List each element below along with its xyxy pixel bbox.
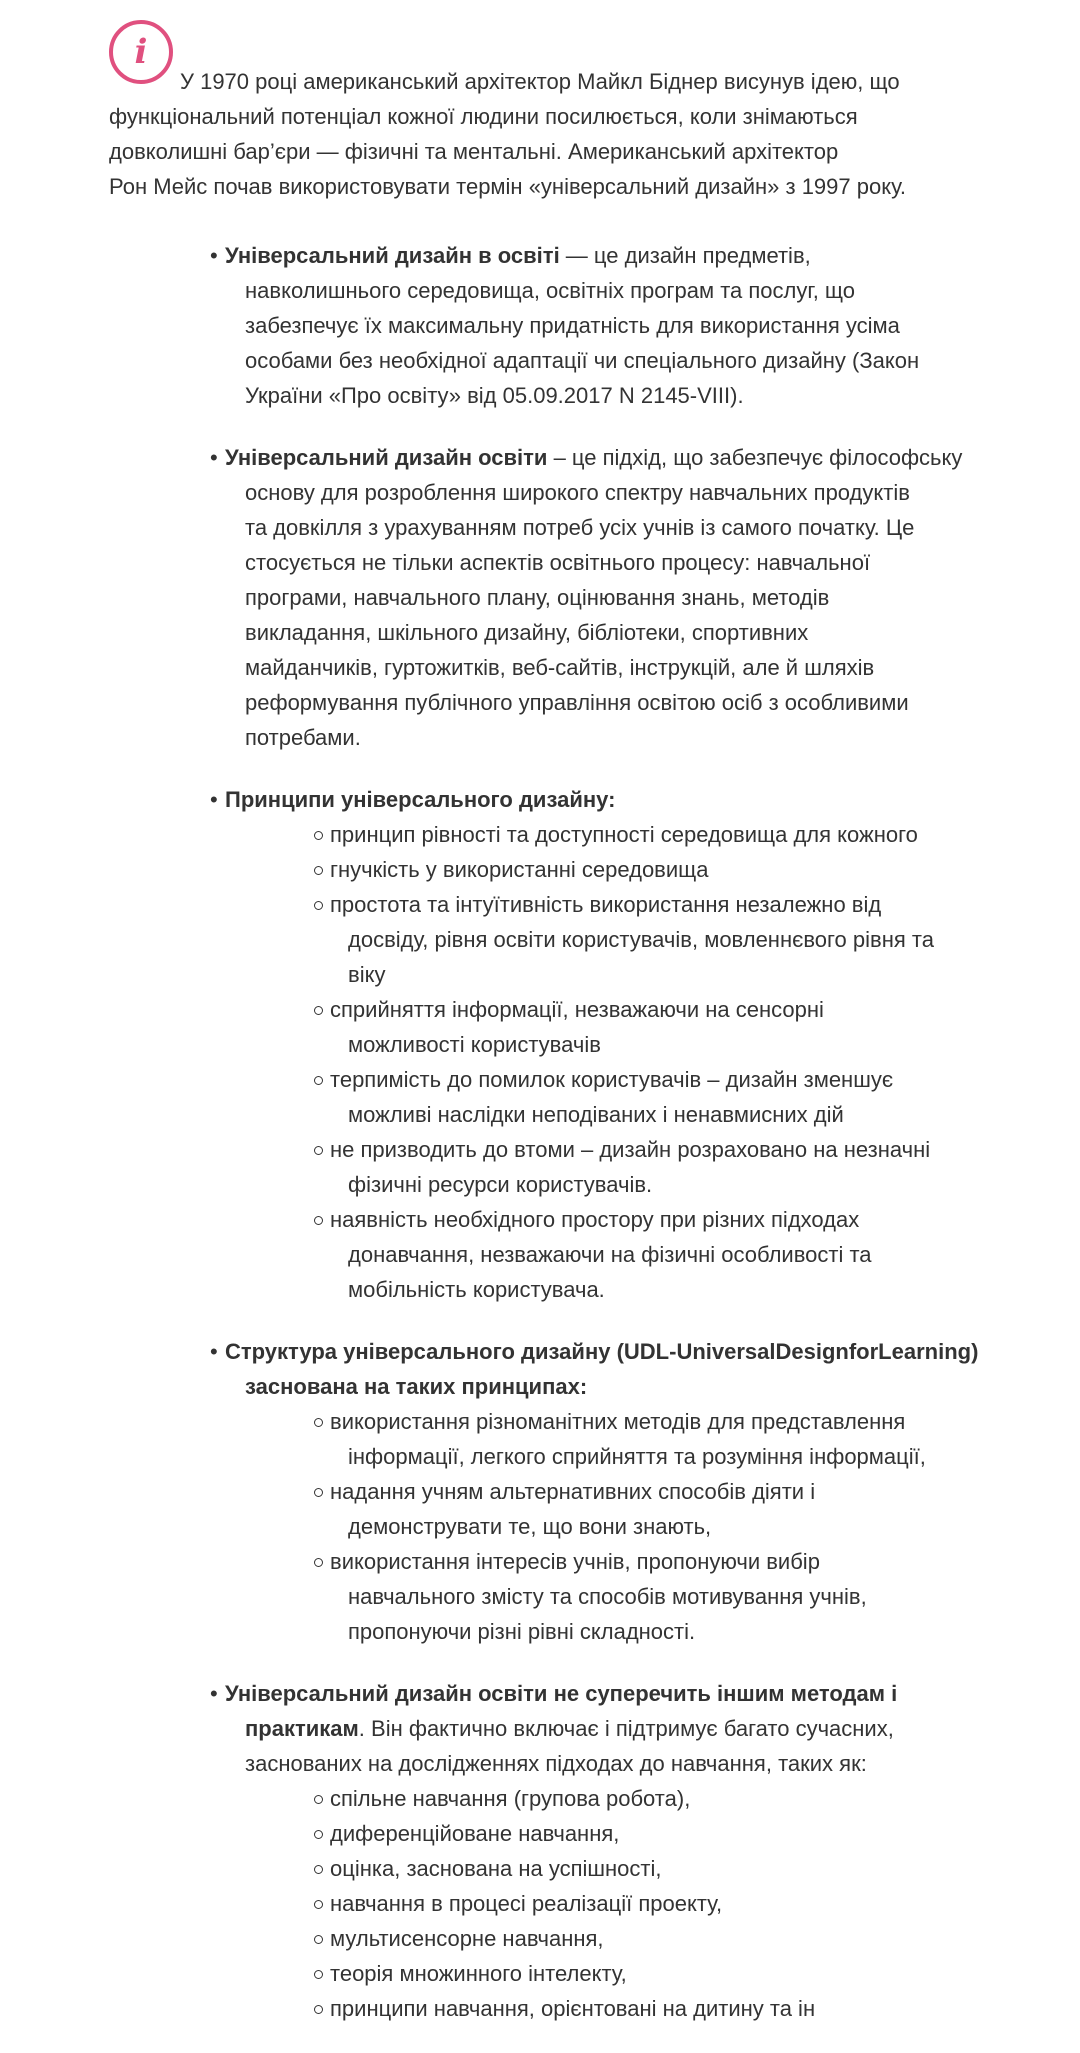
item-text: навколишнього середовища, освітніх програм та послуг, що [245, 278, 856, 303]
item-text: заснованих на дослідженнях підходах до навчання, таких як: [245, 1751, 867, 1776]
list-item [210, 782, 1010, 1307]
sub-item-text: можливості користувачів [348, 1032, 601, 1057]
circle-bullet-icon [314, 1970, 323, 1979]
sub-list-item [314, 1202, 994, 1307]
item-text: та довкілля з урахуванням потреб усіх учнів із самого початку. Це [245, 515, 915, 540]
udl-principles-sublist [314, 1404, 994, 1649]
sub-item-text: демонструвати те, що вони знають, [348, 1514, 712, 1539]
bold-term: Структура універсального дизайну (UDL-UniversalDesignforLearning) [225, 1339, 979, 1364]
circle-bullet-icon [314, 1418, 323, 1427]
sub-list-item [314, 1991, 994, 2026]
item-first-line [210, 782, 1010, 817]
sub-list-item [314, 1816, 994, 1851]
item-text: . Він фактично включає і підтримує багато сучасних, [358, 1716, 894, 1741]
sub-item-text: гнучкість у використанні середовища [330, 857, 709, 882]
item-text: основу для розроблення широкого спектру навчальних продуктів [245, 480, 910, 505]
sub-list-item [314, 1062, 994, 1132]
circle-bullet-icon [314, 1935, 323, 1944]
item-first-line [210, 440, 1010, 475]
list-item [210, 238, 1010, 413]
sub-item-text: оцінка, заснована на успішності, [330, 1856, 662, 1881]
sub-item-text: теорія множинного інтелекту, [330, 1961, 627, 1986]
sub-item-text: інформації, легкого сприйняття та розуміння інформації, [348, 1444, 926, 1469]
circle-bullet-icon [314, 1830, 323, 1839]
intro-paragraph [109, 20, 989, 204]
bullet-icon: • [210, 787, 218, 812]
principles-sublist [314, 817, 994, 1307]
item-text: забезпечує їх максимальну придатність для використання усіма [245, 313, 900, 338]
sub-item-text: диференційоване навчання, [330, 1821, 620, 1846]
bullet-icon: • [210, 1339, 218, 1364]
sub-item-text: сприйняття інформації, незважаючи на сенсорні [330, 997, 824, 1022]
bold-term: Універсальний дизайн освіти не суперечить іншим методам і [225, 1681, 898, 1706]
circle-bullet-icon [314, 1558, 323, 1567]
sub-item-text: віку [348, 962, 386, 987]
circle-bullet-icon [314, 1795, 323, 1804]
bold-term: практикам [245, 1716, 359, 1741]
item-text: майданчиків, гуртожитків, веб-сайтів, інструкцій, але й шляхів [245, 655, 875, 680]
bullet-icon: • [210, 243, 218, 268]
list-item [210, 1334, 1010, 1649]
sub-item-text: донавчання, незважаючи на фізичні особливості та [348, 1242, 872, 1267]
sub-item-text: простота та інтуїтивність використання незалежно від [330, 892, 882, 917]
sub-item-text: досвіду, рівня освіти користувачів, мовленнєвого рівня та [348, 927, 934, 952]
item-text: – це підхід, що забезпечує філософську [547, 445, 963, 470]
sub-item-text: мобільність користувача. [348, 1277, 605, 1302]
circle-bullet-icon [314, 2005, 323, 2014]
sub-item-text: навчального змісту та способів мотивування учнів, [348, 1584, 867, 1609]
circle-bullet-icon [314, 1900, 323, 1909]
sub-item-text: можливі наслідки неподіваних і ненавмисних дій [348, 1102, 844, 1127]
sub-list-item [314, 1886, 994, 1921]
item-text: реформування публічного управління освітою осіб з особливими [245, 690, 909, 715]
circle-bullet-icon [314, 1488, 323, 1497]
circle-bullet-icon [314, 1865, 323, 1874]
item-text: викладання, шкільного дизайну, бібліотеки, спортивних [245, 620, 809, 645]
sub-list-item [314, 852, 994, 887]
sub-item-text: надання учням альтернативних способів діяти і [330, 1479, 816, 1504]
sub-item-text: навчання в процесі реалізації проекту, [330, 1891, 723, 1916]
sub-list-item [314, 1956, 994, 1991]
sub-list-item [314, 1851, 994, 1886]
sub-item-text: використання інтересів учнів, пропонуючи вибір [330, 1549, 820, 1574]
sub-item-text: принцип рівності та доступності середовища для кожного [330, 822, 918, 847]
circle-bullet-icon [314, 831, 323, 840]
approaches-sublist [314, 1781, 994, 2026]
bold-term: Універсальний дизайн в освіті [225, 243, 560, 268]
circle-bullet-icon [314, 1146, 323, 1155]
bullet-icon: • [210, 445, 218, 470]
sub-list-item [314, 1781, 994, 1816]
item-first-line [210, 1711, 1010, 1746]
item-text: — це дизайн предметів, [559, 243, 811, 268]
item-text: програми, навчального плану, оцінювання знань, методів [245, 585, 830, 610]
list-item [210, 1676, 1010, 2026]
intro-line: функціональний потенціал кожної людини посилюється, коли знімаються [109, 104, 858, 129]
sub-item-text: не призводить до втоми – дизайн розраховано на незначні [330, 1137, 931, 1162]
sub-list-item [314, 1921, 994, 1956]
sub-item-text: використання різноманітних методів для представлення [330, 1409, 906, 1434]
info-icon: i [109, 20, 173, 84]
item-text: стосується не тільки аспектів освітнього процесу: навчальної [245, 550, 871, 575]
sub-list-item [314, 887, 994, 992]
sub-list-item [314, 1474, 994, 1544]
sub-list-item [314, 992, 994, 1062]
bullet-icon: • [210, 1681, 218, 1706]
sub-item-text: наявність необхідного простору при різних підходах [330, 1207, 860, 1232]
sub-item-text: мультисенсорне навчання, [330, 1926, 604, 1951]
sub-item-text: пропонуючи різні рівні складності. [348, 1619, 696, 1644]
definitions-list [210, 238, 1010, 2053]
item-text: потребами. [245, 725, 361, 750]
circle-bullet-icon [314, 1076, 323, 1085]
sub-item-text: фізичні ресурси користувачів. [348, 1172, 653, 1197]
item-text: України «Про освіту» від 05.09.2017 N 2145-VIII). [245, 383, 744, 408]
bold-term: Універсальний дизайн освіти [225, 445, 548, 470]
item-text: особами без необхідної адаптації чи спеціального дизайну (Закон [245, 348, 920, 373]
sub-item-text: принципи навчання, орієнтовані на дитину та ін [330, 1996, 816, 2021]
sub-item-text: спільне навчання (групова робота), [330, 1786, 691, 1811]
circle-bullet-icon [314, 1006, 323, 1015]
sub-list-item [314, 1132, 994, 1202]
sub-list-item [314, 1404, 994, 1474]
intro-line: Рон Мейс почав використовувати термін «універсальний дизайн» з 1997 року. [109, 174, 906, 199]
circle-bullet-icon [314, 866, 323, 875]
bold-term: заснована на таких принципах: [245, 1374, 588, 1399]
bold-term: Принципи універсального дизайну: [225, 787, 616, 812]
circle-bullet-icon [314, 901, 323, 910]
sub-item-text: терпимість до помилок користувачів – дизайн зменшує [330, 1067, 894, 1092]
circle-bullet-icon [314, 1216, 323, 1225]
sub-list-item [314, 1544, 994, 1649]
item-first-line [210, 238, 1010, 273]
intro-line: довколишні бар’єри — фізичні та ментальні. Американський архітектор [109, 139, 839, 164]
sub-list-item [314, 817, 994, 852]
intro-line: У 1970 році американський архітектор Майкл Біднер висунув ідею, що [180, 69, 900, 94]
list-item [210, 440, 1010, 755]
